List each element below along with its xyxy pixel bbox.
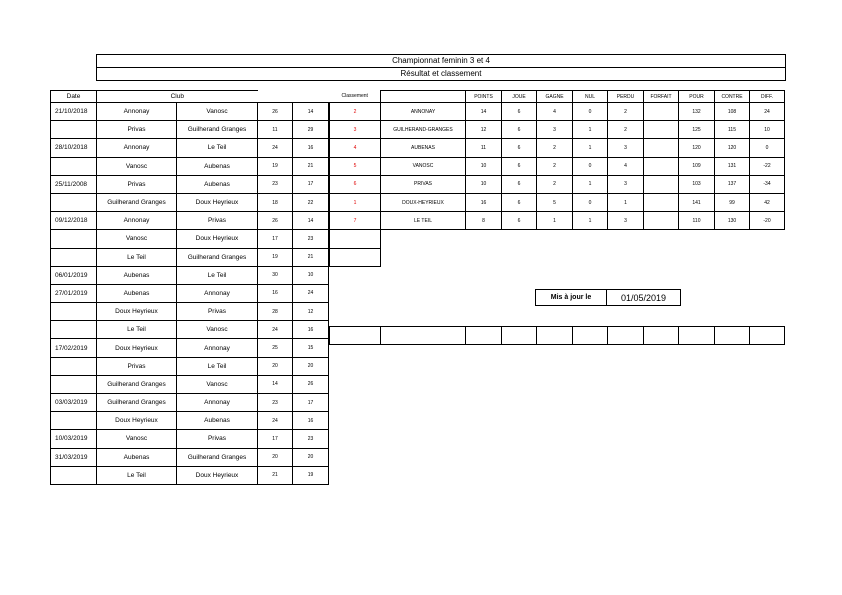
- standing-points: 10: [466, 157, 502, 175]
- standing-contre: 120: [715, 139, 750, 157]
- home-team: Aubenas: [97, 284, 177, 302]
- match-date: 25/11/2008: [51, 175, 97, 193]
- home-score: 16: [258, 284, 293, 302]
- home-team: Le Teil: [97, 466, 177, 484]
- empty-cell: [381, 327, 466, 345]
- away-team: Vanosc: [177, 103, 258, 121]
- away-score: 19: [293, 466, 329, 484]
- match-date: [51, 321, 97, 339]
- match-row: [51, 284, 329, 302]
- standing-points: 8: [466, 212, 502, 230]
- standing-contre: 137: [715, 175, 750, 193]
- header-club: Club: [97, 91, 258, 103]
- empty-cell: [644, 327, 679, 345]
- header-team: [381, 91, 466, 103]
- standing-team: ANNONAY: [381, 103, 466, 121]
- standing-team: VANOSC: [381, 157, 466, 175]
- match-date: [51, 193, 97, 211]
- standing-contre: 99: [715, 193, 750, 211]
- empty-cell: [715, 327, 750, 345]
- home-score: 24: [258, 412, 293, 430]
- match-date: 03/03/2019: [51, 394, 97, 412]
- standing-gagne: 2: [537, 139, 573, 157]
- standing-perdu: 2: [608, 103, 644, 121]
- home-team: Annonay: [97, 212, 177, 230]
- standing-gagne: 2: [537, 175, 573, 193]
- home-team: Vanosc: [97, 430, 177, 448]
- away-team: Annonay: [177, 394, 258, 412]
- home-score: 24: [258, 321, 293, 339]
- header-diff: DIFF.: [750, 91, 785, 103]
- home-team: Doux Heyrieux: [97, 412, 177, 430]
- standing-joue: 6: [502, 175, 537, 193]
- standing-row: [330, 193, 785, 211]
- away-score: 23: [293, 430, 329, 448]
- home-score: 11: [258, 121, 293, 139]
- standing-gagne: 2: [537, 157, 573, 175]
- empty-cell: [537, 327, 573, 345]
- standing-contre: 115: [715, 121, 750, 139]
- standing-pour: 120: [679, 139, 715, 157]
- header-classement: Classement: [341, 93, 368, 100]
- home-team: Guilherand Granges: [97, 193, 177, 211]
- away-score: 16: [293, 321, 329, 339]
- standing-team: PRIVAS: [381, 175, 466, 193]
- away-team: Aubenas: [177, 175, 258, 193]
- away-team: Aubenas: [177, 412, 258, 430]
- standing-forfait: [644, 103, 679, 121]
- home-score: 20: [258, 448, 293, 466]
- standing-row: [330, 103, 785, 121]
- home-team: Privas: [97, 175, 177, 193]
- away-team: Privas: [177, 212, 258, 230]
- header-perdu: PERDU: [608, 91, 644, 103]
- home-score: 28: [258, 303, 293, 321]
- standing-perdu: 2: [608, 121, 644, 139]
- standing-forfait: [644, 175, 679, 193]
- match-row: [51, 321, 329, 339]
- home-score: 18: [258, 193, 293, 211]
- standing-row: [330, 157, 785, 175]
- standing-nul: 0: [573, 193, 608, 211]
- standing-nul: 1: [573, 121, 608, 139]
- home-team: Doux Heyrieux: [97, 339, 177, 357]
- away-team: Privas: [177, 430, 258, 448]
- standing-pour: 125: [679, 121, 715, 139]
- home-team: Annonay: [97, 139, 177, 157]
- home-team: Aubenas: [97, 448, 177, 466]
- header-pour: POUR: [679, 91, 715, 103]
- standing-forfait: [644, 121, 679, 139]
- match-date: 17/02/2019: [51, 339, 97, 357]
- standing-gagne: 1: [537, 212, 573, 230]
- standing-diff: -34: [750, 175, 785, 193]
- home-team: Vanosc: [97, 157, 177, 175]
- match-date: [51, 375, 97, 393]
- standing-team: LE TEIL: [381, 212, 466, 230]
- match-row: [51, 139, 329, 157]
- away-score: 21: [293, 248, 329, 266]
- away-score: 23: [293, 230, 329, 248]
- away-score: 20: [293, 448, 329, 466]
- home-score: 26: [258, 103, 293, 121]
- away-team: Le Teil: [177, 139, 258, 157]
- away-team: Doux Heyrieux: [177, 466, 258, 484]
- match-row: [51, 357, 329, 375]
- home-score: 19: [258, 157, 293, 175]
- update-date: 01/05/2019: [607, 290, 681, 306]
- standing-diff: 10: [750, 121, 785, 139]
- sheet-title: Championnat feminin 3 et 4: [96, 54, 786, 68]
- away-team: Guilherand Granges: [177, 121, 258, 139]
- standing-nul: 1: [573, 212, 608, 230]
- away-team: Vanosc: [177, 321, 258, 339]
- match-date: [51, 157, 97, 175]
- header-date: Date: [51, 91, 97, 103]
- match-row: [51, 121, 329, 139]
- away-team: Le Teil: [177, 357, 258, 375]
- rank-value: 5: [330, 157, 381, 175]
- match-date: 10/03/2019: [51, 430, 97, 448]
- header-nul: NUL: [573, 91, 608, 103]
- away-score: 16: [293, 412, 329, 430]
- standing-team: DOUX-HEYRIEUX: [381, 193, 466, 211]
- standing-row: [330, 121, 785, 139]
- away-team: Doux Heyrieux: [177, 193, 258, 211]
- standing-nul: 1: [573, 175, 608, 193]
- standing-team: AUBENAS: [381, 139, 466, 157]
- standing-forfait: [644, 212, 679, 230]
- empty-cell: [608, 327, 644, 345]
- home-team: Guilherand Granges: [97, 394, 177, 412]
- away-team: Aubenas: [177, 157, 258, 175]
- standing-row: [330, 212, 785, 230]
- standing-joue: 6: [502, 103, 537, 121]
- away-team: Annonay: [177, 284, 258, 302]
- standing-forfait: [644, 157, 679, 175]
- standing-points: 14: [466, 103, 502, 121]
- empty-cell: [679, 327, 715, 345]
- standing-points: 12: [466, 121, 502, 139]
- away-team: Annonay: [177, 339, 258, 357]
- rank-value: 2: [330, 103, 381, 121]
- away-score: 21: [293, 157, 329, 175]
- header-joue: JOUE: [502, 91, 537, 103]
- header-contre: CONTRE: [715, 91, 750, 103]
- standing-joue: 6: [502, 139, 537, 157]
- standing-perdu: 3: [608, 175, 644, 193]
- empty-cell: [330, 327, 381, 345]
- rank-value: 4: [330, 139, 381, 157]
- header-forfait: FORFAIT: [644, 91, 679, 103]
- match-date: [51, 121, 97, 139]
- home-team: Le Teil: [97, 321, 177, 339]
- match-date: [51, 248, 97, 266]
- away-score: 12: [293, 303, 329, 321]
- home-score: 17: [258, 430, 293, 448]
- match-row: [51, 193, 329, 211]
- standing-diff: 24: [750, 103, 785, 121]
- home-team: Privas: [97, 357, 177, 375]
- standing-points: 11: [466, 139, 502, 157]
- standing-gagne: 5: [537, 193, 573, 211]
- away-team: Doux Heyrieux: [177, 230, 258, 248]
- match-date: 27/01/2019: [51, 284, 97, 302]
- match-row: [51, 339, 329, 357]
- standing-team: GUILHERAND-GRANGES: [381, 121, 466, 139]
- away-score: 16: [293, 139, 329, 157]
- match-row: [51, 175, 329, 193]
- standing-points: 16: [466, 193, 502, 211]
- home-team: Le Teil: [97, 248, 177, 266]
- match-row: [51, 375, 329, 393]
- match-date: 31/03/2019: [51, 448, 97, 466]
- standing-perdu: 3: [608, 212, 644, 230]
- match-date: [51, 357, 97, 375]
- standing-contre: 130: [715, 212, 750, 230]
- standing-points: 10: [466, 175, 502, 193]
- match-date: [51, 303, 97, 321]
- standing-nul: 0: [573, 157, 608, 175]
- standing-perdu: 3: [608, 139, 644, 157]
- home-score: 21: [258, 466, 293, 484]
- match-row: [51, 303, 329, 321]
- home-score: 30: [258, 266, 293, 284]
- match-date: [51, 466, 97, 484]
- home-score: 23: [258, 175, 293, 193]
- rank-value: 6: [330, 175, 381, 193]
- away-score: 26: [293, 375, 329, 393]
- away-score: 20: [293, 357, 329, 375]
- home-score: 14: [258, 375, 293, 393]
- match-date: [51, 230, 97, 248]
- standing-forfait: [644, 139, 679, 157]
- match-date: 06/01/2019: [51, 266, 97, 284]
- update-box: [535, 289, 681, 306]
- standing-row: [330, 139, 785, 157]
- home-score: 23: [258, 394, 293, 412]
- home-score: 20: [258, 357, 293, 375]
- empty-cell: [750, 327, 785, 345]
- home-team: Annonay: [97, 103, 177, 121]
- results-table: [50, 90, 329, 485]
- home-score: 19: [258, 248, 293, 266]
- standing-joue: 6: [502, 212, 537, 230]
- away-team: Le Teil: [177, 266, 258, 284]
- standing-perdu: 1: [608, 193, 644, 211]
- match-row: [51, 412, 329, 430]
- away-score: 17: [293, 175, 329, 193]
- update-label: Mis à jour le: [536, 290, 607, 306]
- standing-nul: 0: [573, 103, 608, 121]
- away-score: 29: [293, 121, 329, 139]
- away-score: 17: [293, 394, 329, 412]
- standing-gagne: 4: [537, 103, 573, 121]
- header-gagne: GAGNE: [537, 91, 573, 103]
- match-row: [51, 103, 329, 121]
- match-row: [51, 157, 329, 175]
- match-row: [51, 248, 329, 266]
- away-team: Vanosc: [177, 375, 258, 393]
- rank-empty-cell: [330, 230, 381, 248]
- standing-gagne: 3: [537, 121, 573, 139]
- away-team: Guilherand Granges: [177, 248, 258, 266]
- home-team: Privas: [97, 121, 177, 139]
- standing-pour: 109: [679, 157, 715, 175]
- sheet-subtitle: Résultat et classement: [96, 67, 786, 81]
- home-score: 26: [258, 212, 293, 230]
- empty-cell: [466, 327, 502, 345]
- standing-row: [330, 175, 785, 193]
- match-row: [51, 212, 329, 230]
- standing-diff: -20: [750, 212, 785, 230]
- match-row: [51, 466, 329, 484]
- match-row: [51, 448, 329, 466]
- standing-diff: -22: [750, 157, 785, 175]
- away-team: Privas: [177, 303, 258, 321]
- standing-joue: 6: [502, 121, 537, 139]
- standing-perdu: 4: [608, 157, 644, 175]
- home-team: Doux Heyrieux: [97, 303, 177, 321]
- home-score: 17: [258, 230, 293, 248]
- match-row: [51, 394, 329, 412]
- classement-table: [329, 90, 785, 267]
- match-date: 09/12/2018: [51, 212, 97, 230]
- home-score: 24: [258, 139, 293, 157]
- home-team: Aubenas: [97, 266, 177, 284]
- match-row: [51, 430, 329, 448]
- standing-pour: 103: [679, 175, 715, 193]
- rank-value: 1: [330, 193, 381, 211]
- header-points: POINTS: [466, 91, 502, 103]
- standing-nul: 1: [573, 139, 608, 157]
- away-score: 14: [293, 212, 329, 230]
- match-date: [51, 412, 97, 430]
- away-score: 22: [293, 193, 329, 211]
- match-row: [51, 230, 329, 248]
- standing-pour: 141: [679, 193, 715, 211]
- match-date: 28/10/2018: [51, 139, 97, 157]
- empty-cell: [502, 327, 537, 345]
- standing-diff: 42: [750, 193, 785, 211]
- standing-contre: 131: [715, 157, 750, 175]
- standing-contre: 108: [715, 103, 750, 121]
- rank-value: 3: [330, 121, 381, 139]
- rank-empty-cell: [330, 248, 381, 266]
- away-team: Guilherand Granges: [177, 448, 258, 466]
- standing-joue: 6: [502, 157, 537, 175]
- standing-joue: 6: [502, 193, 537, 211]
- home-team: Vanosc: [97, 230, 177, 248]
- home-score: 25: [258, 339, 293, 357]
- empty-row: [329, 326, 785, 345]
- standing-pour: 110: [679, 212, 715, 230]
- standing-pour: 132: [679, 103, 715, 121]
- rank-value: 7: [330, 212, 381, 230]
- away-score: 24: [293, 284, 329, 302]
- standing-diff: 0: [750, 139, 785, 157]
- match-row: [51, 266, 329, 284]
- away-score: 15: [293, 339, 329, 357]
- home-team: Guilherand Granges: [97, 375, 177, 393]
- away-score: 10: [293, 266, 329, 284]
- standing-forfait: [644, 193, 679, 211]
- empty-cell: [573, 327, 608, 345]
- away-score: 14: [293, 103, 329, 121]
- match-date: 21/10/2018: [51, 103, 97, 121]
